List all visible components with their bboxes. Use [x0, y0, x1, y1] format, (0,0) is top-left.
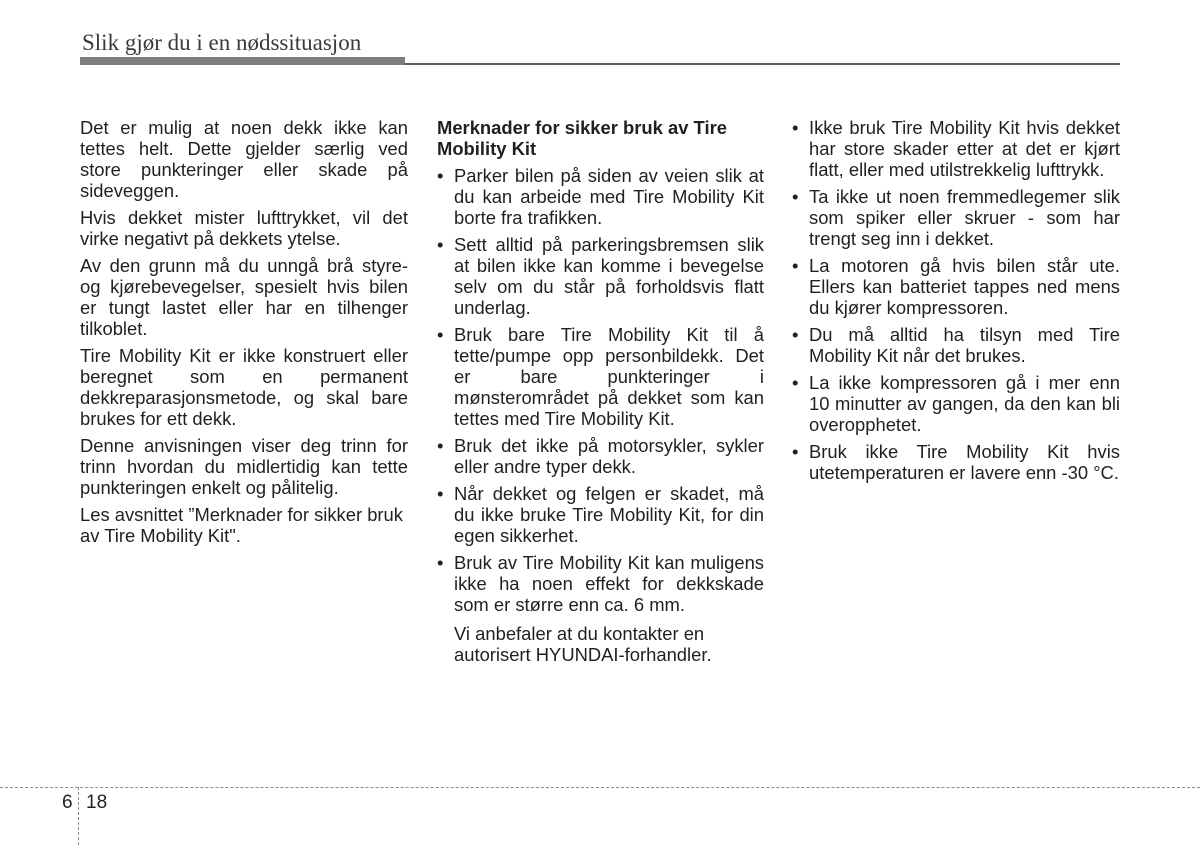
list-item: • Bruk av Tire Mobility Kit kan muligens ikke ha noen effekt for dekkskade som er større enn ca. 6 mm.: [437, 552, 764, 615]
safety-list: [437, 165, 764, 665]
list-item: • Bruk ikke Tire Mobility Kit hvis utetemperaturen er lavere enn -30 °C.: [792, 441, 1120, 483]
list-item: • La ikke kompressoren gå i mer enn 10 minutter av gangen, da den kan bli overopphetet.: [792, 372, 1120, 435]
list-item: • Sett alltid på parkeringsbremsen slik at bilen ikke kan komme i bevegelse selv om du står på forholdsvis flatt underlag.: [437, 234, 764, 318]
footer-divider: [0, 787, 1200, 788]
chapter-number: 6: [62, 792, 73, 813]
intro-paragraph: Les avsnittet ”Merknader for sikker bruk av Tire Mobility Kit".: [80, 504, 403, 546]
list-item: • Ta ikke ut noen fremmedlegemer slik som spiker eller skruer - som har trengt seg inn i dekket.: [792, 186, 1120, 249]
list-item: • Ikke bruk Tire Mobility Kit hvis dekket har store skader etter at det er kjørt flatt, eller med utilstrekkelig lufttrykk.: [792, 117, 1120, 180]
intro-paragraph: Denne anvisningen viser deg trinn for trinn hvordan du midlertidig kan tette punkteringen enkelt og pålitelig.: [80, 435, 408, 498]
list-item: • La motoren gå hvis bilen står ute. Ellers kan batteriet tappes ned mens du kjører kompressoren.: [792, 255, 1120, 318]
list-item: • Bruk bare Tire Mobility Kit til å tette/pumpe opp personbildekk. Det er bare punkteringer i mønsterområdet på dekket som kan tettes med Tire Mobility Kit.: [437, 324, 764, 429]
column-intro: [80, 117, 408, 552]
header-rule: [405, 63, 1120, 65]
column-safety-notes-cont: [792, 117, 1120, 489]
header-title: Slik gjør du i en nødssituasjon: [82, 30, 362, 55]
intro-paragraph: Tire Mobility Kit er ikke konstruert eller beregnet som en permanent dekkreparasjonsmetode, og skal bare brukes for ett dekk.: [80, 345, 408, 429]
list-item: • Når dekket og felgen er skadet, må du ikke bruke Tire Mobility Kit, for din egen sikkerhet.: [437, 483, 764, 546]
page-number-divider: [78, 787, 79, 845]
intro-paragraph: Av den grunn må du unngå brå styre- og kjørebevegelser, spesielt hvis bilen er tungt lastet eller har en tilhenger tilkoblet.: [80, 255, 408, 339]
column-safety-notes: [437, 117, 764, 671]
list-item: • Parker bilen på siden av veien slik at du kan arbeide med Tire Mobility Kit borte fra trafikken.: [437, 165, 764, 228]
safety-list-continued: [792, 117, 1120, 483]
intro-paragraph: Det er mulig at noen dekk ikke kan tettes helt. Dette gjelder særlig ved store punkteringer eller skade på sideveggen.: [80, 117, 408, 201]
header-bar: [80, 57, 405, 65]
section-heading: Merknader for sikker bruk av Tire Mobility Kit: [437, 117, 727, 159]
list-item: • Bruk det ikke på motorsykler, sykler eller andre typer dekk.: [437, 435, 764, 477]
dealer-note: Vi anbefaler at du kontakter en autorisert HYUNDAI-forhandler.: [454, 623, 712, 665]
list-item: • Du må alltid ha tilsyn med Tire Mobility Kit når det brukes.: [792, 324, 1120, 366]
page-number: 18: [86, 792, 108, 813]
intro-paragraph: Hvis dekket mister lufttrykket, vil det virke negativt på dekkets ytelse.: [80, 207, 408, 249]
